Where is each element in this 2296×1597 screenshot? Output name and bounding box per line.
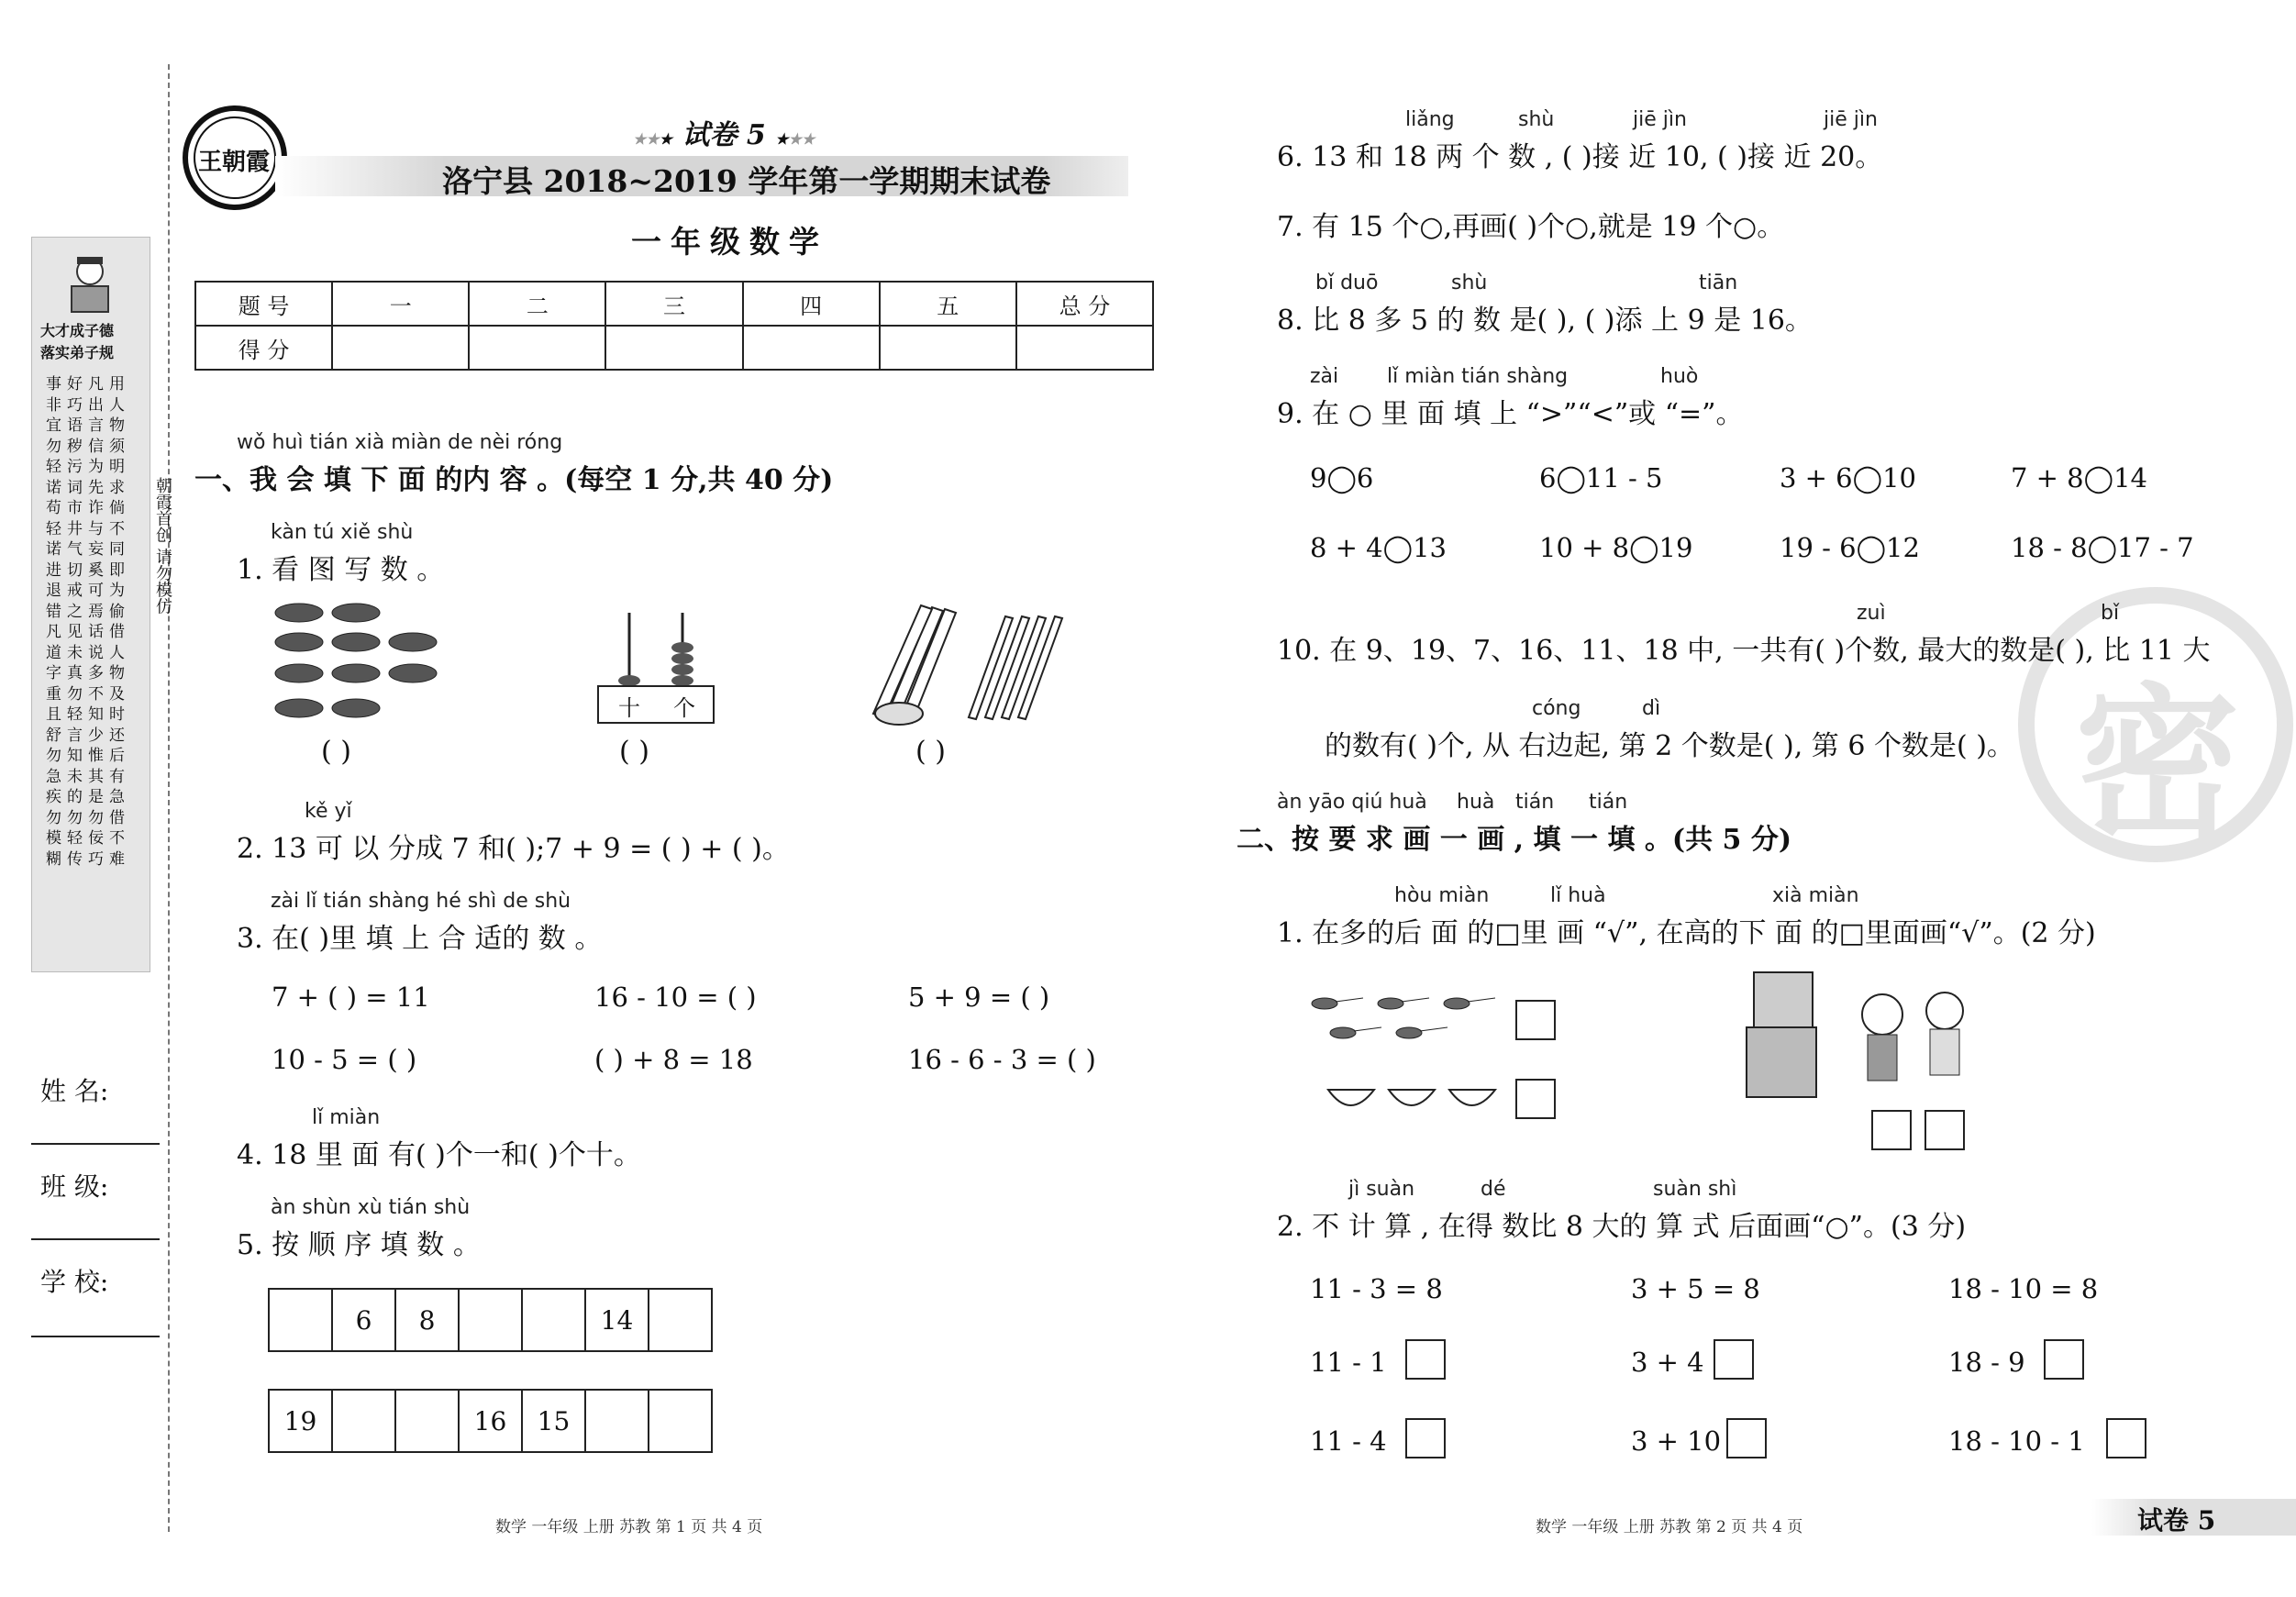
sequence-cell[interactable] — [521, 1288, 586, 1352]
check-box[interactable] — [1924, 1110, 1965, 1150]
right-footer: 数学 一年级 上册 苏教 第 2 页 共 4 页 — [1536, 1518, 1803, 1536]
q8-text: 8. 比 8 多 5 的 数 是( ), ( )添 上 9 是 16。 — [1277, 305, 1813, 337]
score-header-cell: 三 — [605, 282, 742, 326]
star-icon: ★ — [659, 130, 673, 148]
q9-text: 9. 在 ○ 里 面 填 上 “>”“<”或 “=”。 — [1277, 398, 1744, 430]
q2-text: 2. 13 可 以 分成 7 和( );7 + 9 = ( ) + ( )。 — [237, 833, 790, 865]
score-cell[interactable] — [1016, 326, 1153, 370]
tv-children-illustration — [1745, 969, 1980, 1104]
score-header-cell: 总 分 — [1016, 282, 1153, 326]
compare-item[interactable]: 6◯11 - 5 — [1539, 462, 1663, 494]
calc-item: 18 - 9 — [1948, 1347, 2025, 1378]
series-label: ★★★ 试卷 5 ★★★ — [633, 119, 815, 151]
q10-text-line2: 的数有( )个, 从 右边起, 第 2 个数是( ), 第 6 个数是( )。 — [1325, 730, 2014, 762]
name-label: 姓 名: — [40, 1076, 109, 1106]
q2-pinyin: kě yǐ — [305, 800, 352, 823]
compare-item[interactable]: 19 - 6◯12 — [1780, 532, 1920, 563]
q10-pinyin: bǐ — [2101, 602, 2120, 625]
q1-answer-2[interactable]: ( ) — [619, 736, 649, 768]
abacus-tens-label: 十 — [618, 695, 640, 721]
q3-equation[interactable]: 5 + 9 = ( ) — [908, 981, 1050, 1013]
example-equation: 3 + 5 = 8 — [1631, 1273, 1760, 1304]
sequence-cell[interactable]: 16 — [458, 1389, 523, 1453]
q6-pinyin: jiē jìn — [1824, 108, 1878, 131]
compare-item[interactable]: 3 + 6◯10 — [1780, 462, 1916, 494]
check-box[interactable] — [1515, 1079, 1556, 1119]
s2q2-text: 2. 不 计 算 , 在得 数比 8 大的 算 式 后面画“○”。(3 分) — [1277, 1211, 1967, 1243]
s2q2-pinyin: jì suàn — [1348, 1178, 1415, 1201]
star-icon: ★★ — [788, 130, 815, 148]
sequence-cell[interactable] — [394, 1389, 460, 1453]
fish-group-illustration — [272, 598, 446, 730]
answer-box[interactable] — [1726, 1418, 1767, 1458]
sequence-cell[interactable] — [648, 1389, 713, 1453]
footer-badge: 试卷 5 — [2137, 1505, 2216, 1536]
sequence-cell[interactable] — [584, 1389, 649, 1453]
calc-item: 11 - 1 — [1310, 1347, 1387, 1378]
q3-equation[interactable]: 16 - 10 = ( ) — [594, 981, 757, 1013]
abacus-ones-label: 个 — [673, 695, 695, 721]
q1-text: 1. 看 图 写 数 。 — [237, 554, 445, 586]
score-cell[interactable] — [332, 326, 469, 370]
score-row-label: 得 分 — [195, 326, 332, 370]
answer-box[interactable] — [1405, 1418, 1446, 1458]
brand-logo-text: 王朝霞 — [198, 149, 271, 176]
sec1-pinyin: wǒ huì tián xià miàn de nèi róng — [237, 431, 563, 454]
answer-box[interactable] — [2106, 1418, 2146, 1458]
score-header-cell: 四 — [743, 282, 880, 326]
sequence-row-2 — [270, 1389, 713, 1453]
q4-text: 4. 18 里 面 有( )个一和( )个十。 — [237, 1139, 641, 1171]
q1-answer-1[interactable]: ( ) — [321, 736, 351, 768]
q4-pinyin: lǐ miàn — [312, 1106, 381, 1129]
sequence-cell[interactable]: 14 — [584, 1288, 649, 1352]
score-cell[interactable] — [743, 326, 880, 370]
q1-answer-3[interactable]: ( ) — [915, 736, 946, 768]
school-field[interactable] — [31, 1336, 160, 1337]
bowls-illustration — [1325, 1082, 1499, 1123]
q3-pinyin: zài lǐ tián shàng hé shì de shù — [271, 890, 571, 913]
calc-item: 11 - 4 — [1310, 1425, 1387, 1457]
q9-pinyin: zài — [1310, 365, 1339, 388]
exam-title: 洛宁县 2018~2019 学年第一学期期末试卷 — [442, 163, 1051, 199]
compare-item[interactable]: 8 + 4◯13 — [1310, 532, 1447, 563]
s2q1-pinyin: hòu miàn — [1394, 884, 1490, 907]
q7-text: 7. 有 15 个○,再画( )个○,就是 19 个○。 — [1277, 211, 1785, 243]
sequence-cell[interactable] — [458, 1288, 523, 1352]
sticks-illustration — [868, 598, 1070, 730]
s2q1-pinyin: lǐ huà — [1550, 884, 1606, 907]
q10-pinyin: dì — [1642, 697, 1661, 720]
class-label: 班 级: — [40, 1171, 109, 1202]
spoons-illustration — [1308, 989, 1510, 1048]
q6-pinyin: jiē jìn — [1633, 108, 1687, 131]
abacus-illustration — [596, 607, 715, 730]
q10-text-line1: 10. 在 9、19、7、16、11、18 中, 一共有( )个数, 最大的数是( ), 比 11 大 — [1277, 635, 2211, 667]
copyright-notice: 朝霞首创 请勿模仿 — [153, 477, 172, 615]
confidential-stamp-text: 密 — [2075, 668, 2241, 861]
subject-title: 一年级数学 — [631, 224, 828, 260]
star-icon: ★ — [775, 130, 789, 148]
q9-pinyin: huò — [1660, 365, 1699, 388]
sec2-pinyin: huà — [1457, 791, 1495, 814]
q3-equation[interactable]: 10 - 5 = ( ) — [272, 1044, 417, 1075]
score-header-row — [195, 282, 1153, 326]
section-2-title: 二、按 要 求 画 一 画 , 填 一 填 。(共 5 分) — [1237, 824, 1792, 856]
score-table — [194, 281, 1154, 371]
example-equation: 11 - 3 = 8 — [1310, 1273, 1443, 1304]
sequence-cell[interactable]: 15 — [521, 1389, 586, 1453]
calc-item: 3 + 10 — [1631, 1425, 1722, 1457]
s2q2-pinyin: dé — [1481, 1178, 1506, 1201]
section-1-title: 一、我 会 填 下 面 的内 容 。(每空 1 分,共 40 分) — [194, 464, 834, 496]
score-header-cell: 一 — [332, 282, 469, 326]
q6-text: 6. 13 和 18 两 个 数 , ( )接 近 10, ( )接 近 20。 — [1277, 141, 1883, 173]
q6-pinyin: shù — [1518, 108, 1555, 131]
sequence-cell[interactable]: 19 — [268, 1389, 333, 1453]
sequence-cell[interactable] — [331, 1389, 396, 1453]
calc-item: 18 - 10 - 1 — [1948, 1425, 2085, 1457]
q5-text: 5. 按 顺 序 填 数 。 — [237, 1229, 481, 1261]
answer-box[interactable] — [2044, 1339, 2084, 1380]
q8-pinyin: shù — [1451, 272, 1488, 294]
example-equation: 18 - 10 = 8 — [1948, 1273, 2099, 1304]
sequence-cell[interactable]: 8 — [394, 1288, 460, 1352]
q3-equation[interactable]: 7 + ( ) = 11 — [272, 981, 430, 1013]
s2q1-text: 1. 在多的后 面 的□里 画 “√”, 在高的下 面 的□里面画“√”。(2 分) — [1277, 917, 2096, 949]
answer-box[interactable] — [1405, 1339, 1446, 1380]
sec2-pinyin: àn yāo qiú huà — [1277, 791, 1427, 814]
sequence-cell[interactable] — [648, 1288, 713, 1352]
answer-box[interactable] — [1714, 1339, 1754, 1380]
score-value-row — [195, 326, 1153, 370]
s2q2-pinyin: suàn shì — [1653, 1178, 1737, 1201]
name-field[interactable] — [31, 1143, 160, 1145]
q8-pinyin: tiān — [1699, 272, 1738, 294]
star-icon: ★★ — [633, 130, 660, 148]
sec2-pinyin: tián — [1515, 791, 1555, 814]
score-header-cell: 二 — [469, 282, 605, 326]
compare-item[interactable]: 9◯6 — [1310, 462, 1374, 494]
sequence-row-1 — [270, 1288, 713, 1352]
compare-item[interactable]: 18 - 8◯17 - 7 — [2011, 532, 2194, 563]
score-cell[interactable] — [605, 326, 742, 370]
school-label: 学 校: — [40, 1267, 109, 1297]
q5-pinyin: àn shùn xù tián shù — [271, 1196, 471, 1219]
score-cell[interactable] — [469, 326, 605, 370]
sidebar-motto-bottom: 落实弟子规 — [40, 344, 115, 361]
q3-equation[interactable]: ( ) + 8 = 18 — [594, 1044, 753, 1075]
q10-pinyin: cóng — [1532, 697, 1581, 720]
q3-text: 3. 在( )里 填 上 合 适的 数 。 — [237, 923, 603, 955]
score-cell[interactable] — [880, 326, 1016, 370]
binding-line — [168, 64, 170, 1532]
check-box[interactable] — [1871, 1110, 1912, 1150]
class-field[interactable] — [31, 1238, 160, 1240]
q3-equation[interactable]: 16 - 6 - 3 = ( ) — [908, 1044, 1096, 1075]
left-footer: 数学 一年级 上册 苏教 第 1 页 共 4 页 — [495, 1518, 763, 1536]
calc-item: 3 + 4 — [1631, 1347, 1704, 1378]
scholar-illustration — [46, 246, 134, 316]
sidebar-rules: 事好凡用 非巧出人 宜语言物 勿秽信须 轻污为明 诺词先求 苟市诈倘 轻井与不 诺气妄同 进切奚即 退戒可为 错之焉偷 凡见话借 道未说人 字真多物 重勿不及 且轻知时 舒言少还 勿知惟后 急未其有 疾的是急 勿勿勿借 模轻佞不 糊传巧难 — [46, 375, 130, 869]
sequence-cell[interactable]: 6 — [331, 1288, 396, 1352]
compare-item[interactable]: 7 + 8◯14 — [2011, 462, 2147, 494]
sidebar-motto-top: 大才成子德 — [40, 322, 115, 339]
compare-item[interactable]: 10 + 8◯19 — [1539, 532, 1693, 563]
q10-pinyin: zuì — [1857, 602, 1886, 625]
sec2-pinyin: tián — [1589, 791, 1628, 814]
score-header-cell: 五 — [880, 282, 1016, 326]
sequence-cell[interactable] — [268, 1288, 333, 1352]
check-box[interactable] — [1515, 1000, 1556, 1040]
q6-pinyin: liǎng — [1405, 108, 1455, 131]
score-header-cell: 题 号 — [195, 282, 332, 326]
q8-pinyin: bǐ duō — [1315, 272, 1379, 294]
s2q1-pinyin: xià miàn — [1772, 884, 1859, 907]
q9-pinyin: lǐ miàn tián shàng — [1387, 365, 1569, 388]
q1-pinyin: kàn tú xiě shù — [271, 521, 414, 544]
